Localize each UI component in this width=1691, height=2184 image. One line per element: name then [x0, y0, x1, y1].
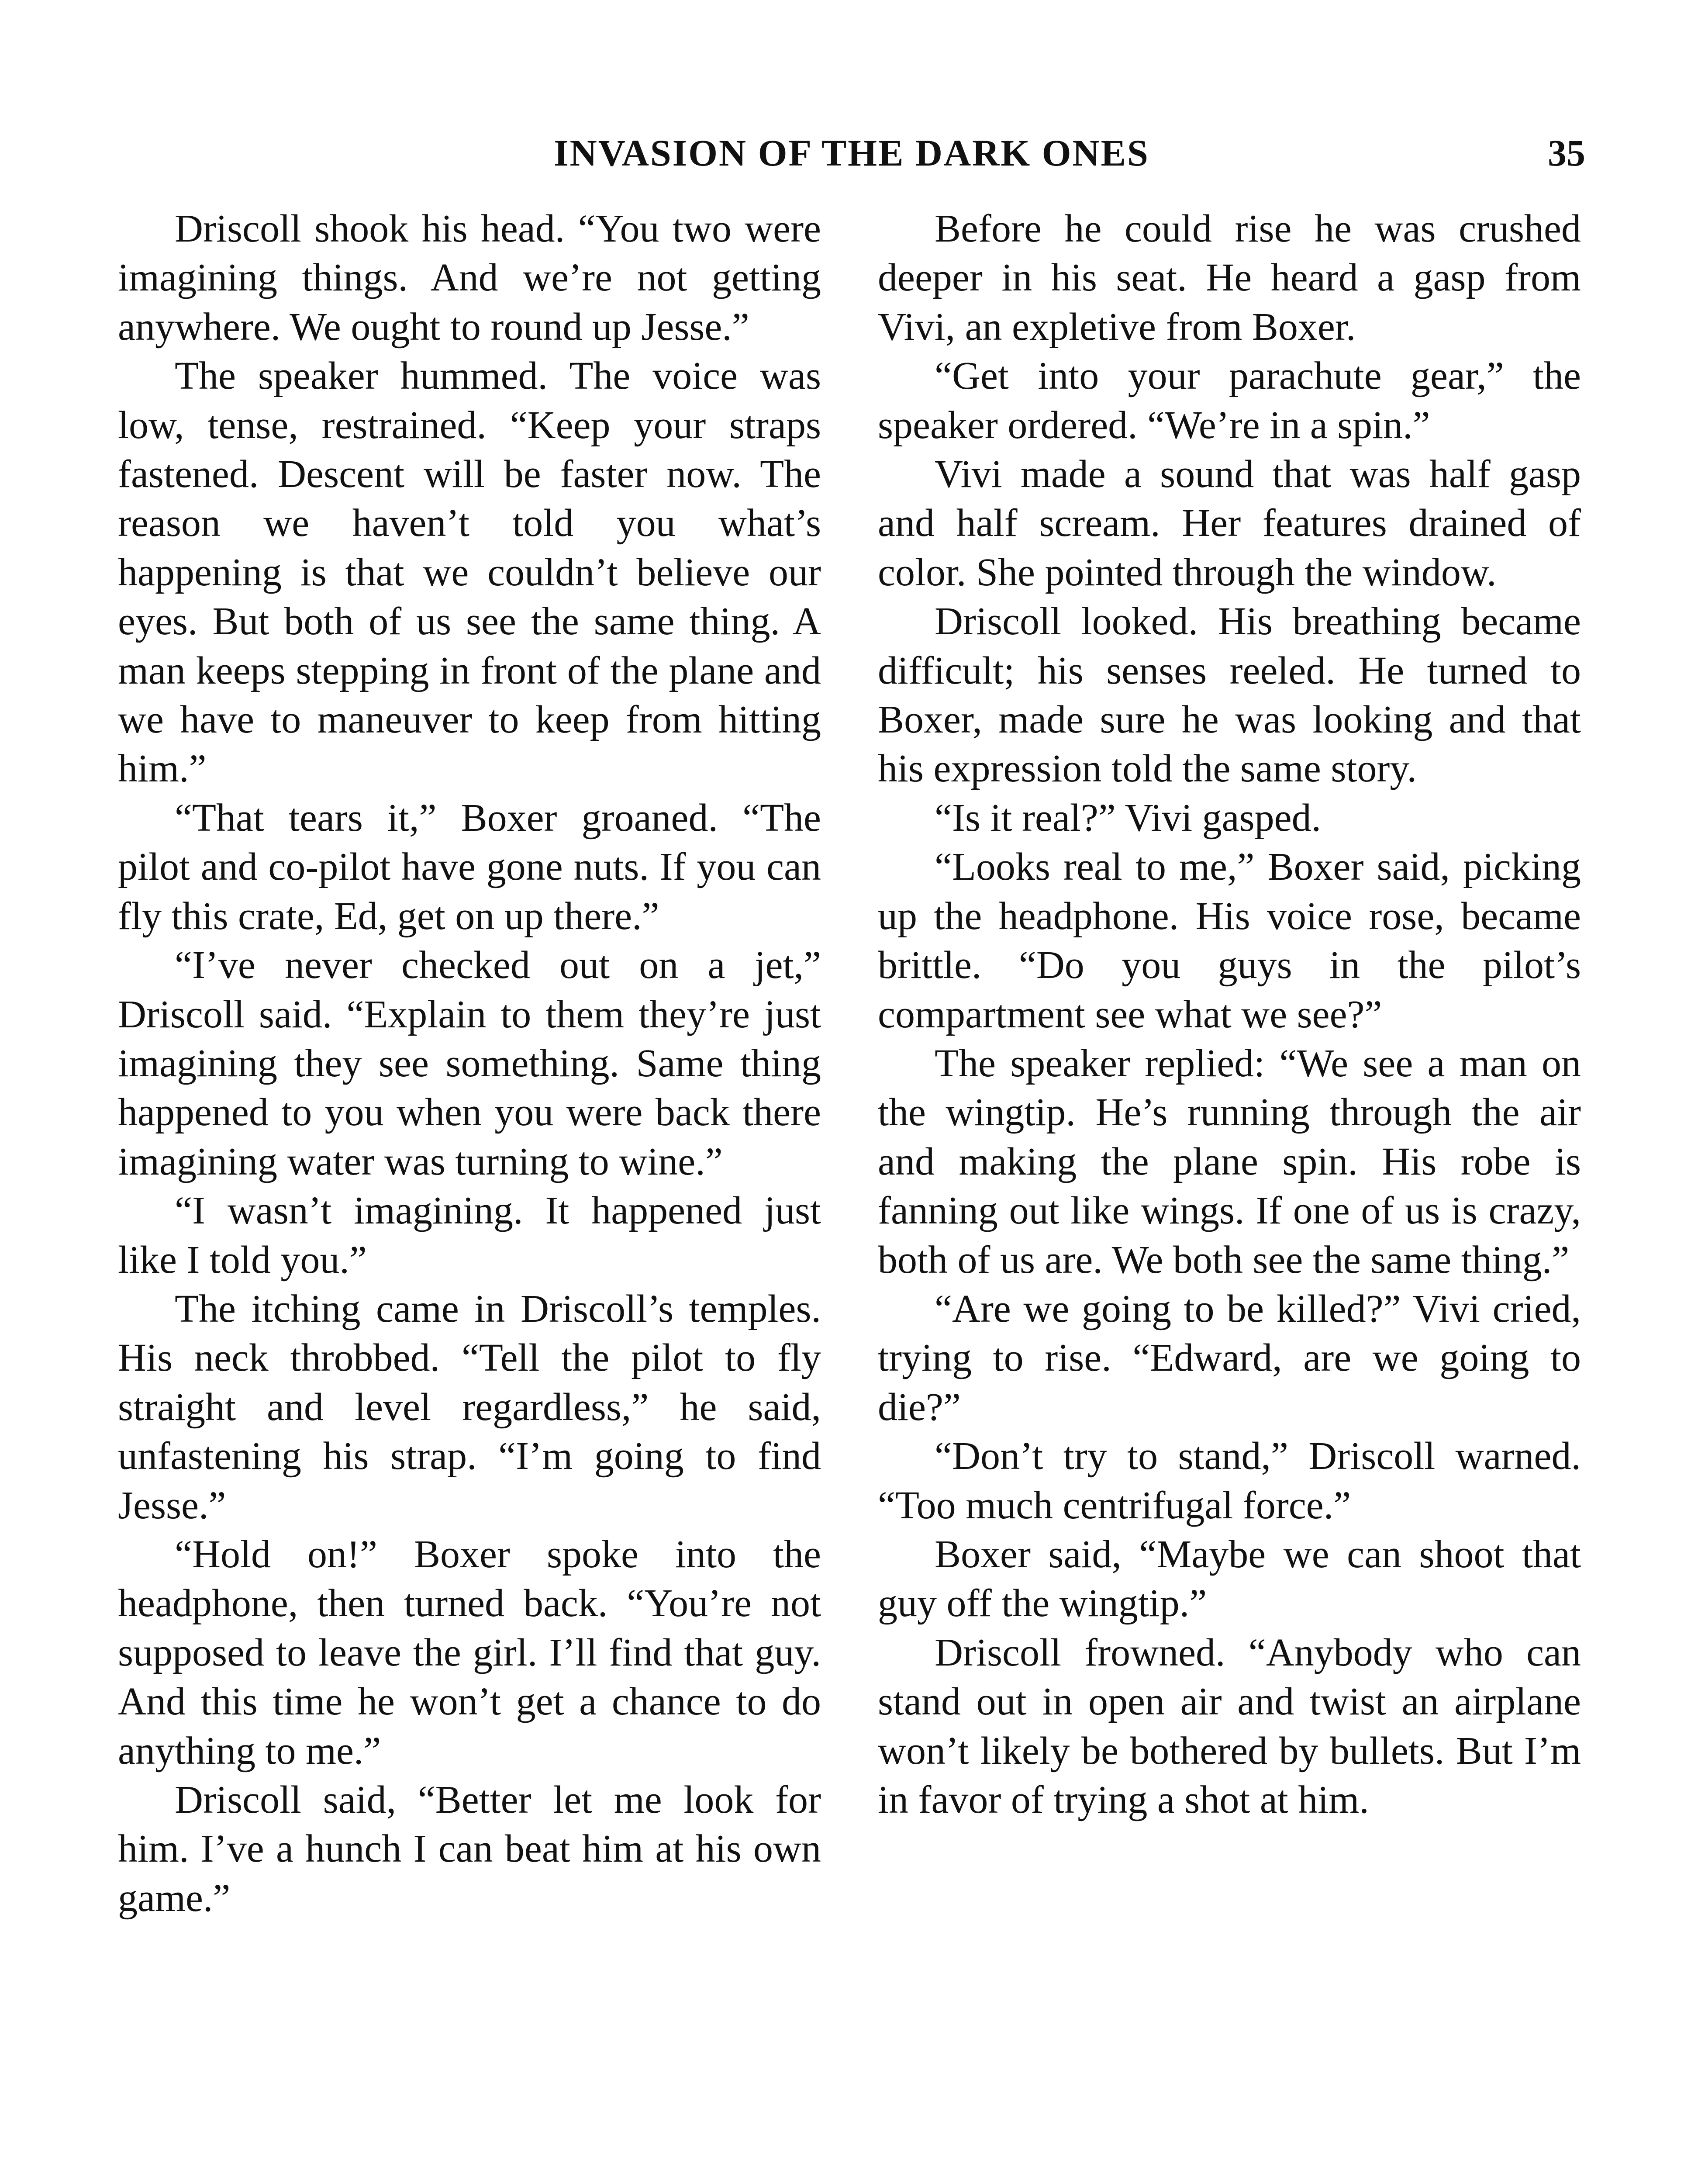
right-column — [878, 204, 1581, 1825]
paragraph: “I’ve never checked out on a jet,” Driscoll said. “Explain to them they’re just imagining they see something. Same thing happened to you when you were back there imagining water was turning to wine.” — [118, 943, 821, 1183]
paragraph: “Don’t try to stand,” Driscoll warned. “Too much centrifugal force.” — [878, 1434, 1581, 1527]
paragraph: “Is it real?” Vivi gasped. — [935, 796, 1322, 840]
paragraph: The speaker replied: “We see a man on the wingtip. He’s running through the air and making the plane spin. His robe is fanning out like wings. If one of us is crazy, both of us are. We both see the same thing.” — [878, 1041, 1581, 1282]
left-column — [118, 204, 821, 1923]
paragraph: Driscoll looked. His breathing became difficult; his senses reeled. He turned to Boxer, made sure he was looking and that his expression told the same story. — [878, 600, 1581, 791]
paragraph: Driscoll frowned. “Anybody who can stand out in open air and twist an airplane won’t likely be bothered by bullets. But I’m in favor of trying a shot at him. — [878, 1631, 1581, 1821]
page-header — [118, 122, 1585, 183]
paragraph: “Hold on!” Boxer spoke into the headphone, then turned back. “You’re not supposed to leave the girl. I’ll find that guy. And this time he won’t get a chance to do anything to me.” — [118, 1532, 821, 1773]
paragraph: Before he could rise he was crushed deeper in his seat. He heard a gasp from Vivi, an expletive from Boxer. — [878, 207, 1581, 349]
paragraph: The itching came in Driscoll’s temples. His neck throbbed. “Tell the pilot to fly straight and level regardless,” he said, unfastening his strap. “I’m going to find Jesse.” — [118, 1287, 821, 1527]
paragraph: “Get into your parachute gear,” the speaker ordered. “We’re in a spin.” — [878, 354, 1581, 447]
running-title: INVASION OF THE DARK ONES — [554, 132, 1149, 174]
paragraph: Driscoll said, “Better let me look for him. I’ve a hunch I can beat him at his own game.” — [118, 1778, 821, 1920]
paragraph: “Are we going to be killed?” Vivi cried, trying to rise. “Edward, are we going to die?” — [878, 1287, 1581, 1429]
paragraph: Driscoll shook his head. “You two were imagining things. And we’re not getting anywhere. We ought to round up Jesse.” — [118, 207, 821, 349]
paragraph: “I wasn’t imagining. It happened just like I told you.” — [118, 1189, 821, 1282]
paragraph: Boxer said, “Maybe we can shoot that guy off the wingtip.” — [878, 1532, 1581, 1625]
paragraph: “That tears it,” Boxer groaned. “The pilot and co-pilot have gone nuts. If you can fly this crate, Ed, get on up there.” — [118, 796, 821, 938]
paragraph: The speaker hummed. The voice was low, tense, restrained. “Keep your straps fastened. Descent will be faster now. The reason we haven’t told you what’s happening is that we couldn’t believe our eyes. But both of us see the same thing. A man keeps stepping in front of the plane and we have to maneuver to keep from hitting him.” — [118, 354, 821, 791]
paragraph: Vivi made a sound that was half gasp and half scream. Her features drained of color. She pointed through the window. — [878, 453, 1581, 594]
page-number: 35 — [1548, 132, 1585, 174]
paragraph: “Looks real to me,” Boxer said, picking up the headphone. His voice rose, became brittle. “Do you guys in the pilot’s compartment see what we see?” — [878, 845, 1581, 1036]
